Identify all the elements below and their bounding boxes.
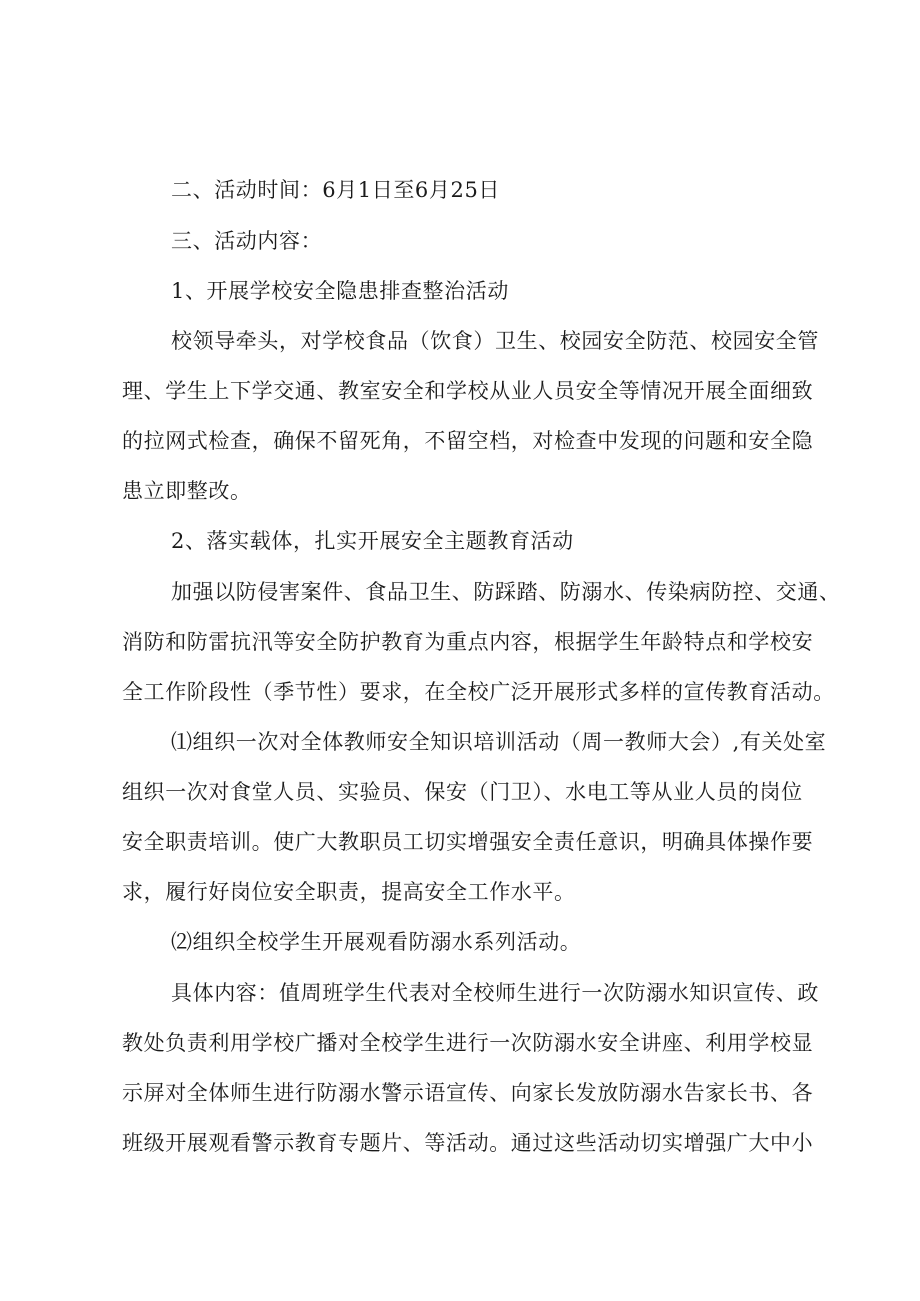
paragraph-line: 消防和防雷抗汛等安全防护教育为重点内容，根据学生年龄特点和学校安 [122,630,814,654]
list-item-teacher-training: ⑴组织一次对全体教师安全知识培训活动（周一教师大会）,有关处室 [171,730,827,754]
subheading-safety-education: 2、落实载体，扎实开展安全主题教育活动 [171,529,574,553]
subheading-safety-inspection: 1、开展学校安全隐患排查整治活动 [171,279,509,303]
paragraph-line: 求，履行好岗位安全职责，提高安全工作水平。 [122,880,576,904]
paragraph-line: 班级开展观看警示教育专题片、等活动。通过这些活动切实增强广大中小 [122,1131,814,1155]
section-heading-activity-time: 二、活动时间：6月1日至6月25日 [171,178,501,202]
paragraph-line: 示屏对全体师生进行防溺水警示语宣传、向家长发放防溺水告家长书、各 [122,1081,814,1105]
section-heading-activity-content: 三、活动内容： [171,229,323,253]
paragraph-line: 校领导牵头，对学校食品（饮食）卫生、校园安全防范、校园安全管 [171,329,819,353]
paragraph-line: 教处负责利用学校广播对全校学生进行一次防溺水安全讲座、利用学校显 [122,1031,814,1055]
paragraph-line: 具体内容：值周班学生代表对全校师生进行一次防溺水知识宣传、政 [171,981,819,1005]
paragraph-line: 组织一次对食堂人员、实验员、保安（门卫）、水电工等从业人员的岗位 [122,780,803,804]
paragraph-line: 安全职责培训。使广大教职员工切实增强安全责任意识，明确具体操作要 [122,830,814,854]
paragraph-line: 全工作阶段性（季节性）要求，在全校广泛开展形式多样的宣传教育活动。 [122,680,835,704]
paragraph-line: 患立即整改。 [122,479,252,503]
paragraph-line: 理、学生上下学交通、教室安全和学校从业人员安全等情况开展全面细致 [122,379,814,403]
list-item-anti-drowning: ⑵组织全校学生开展观看防溺水系列活动。 [171,930,582,954]
paragraph-line: 加强以防侵害案件、食品卫生、防踩踏、防溺水、传染病防控、交通、 [171,580,841,604]
paragraph-line: 的拉网式检查，确保不留死角，不留空档，对检查中发现的问题和安全隐 [122,429,814,453]
